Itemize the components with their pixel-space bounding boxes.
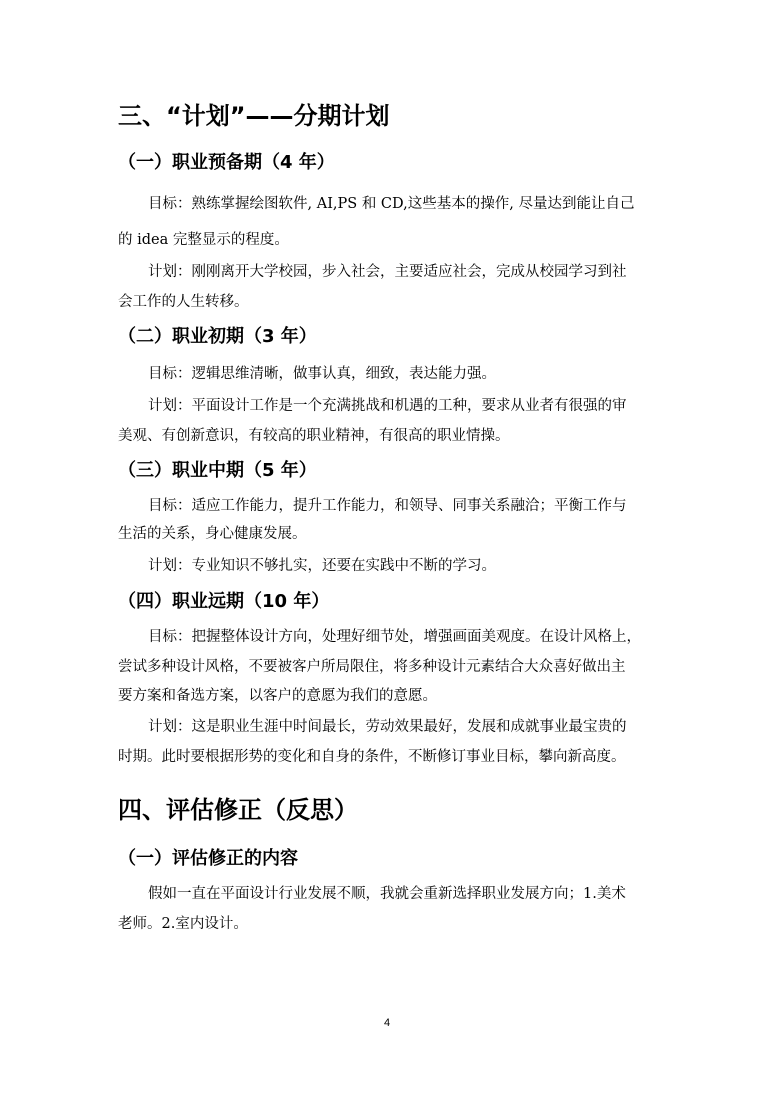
phase-3-goal-line-1: 目标：适应工作能力，提升工作能力，和领导、同事关系融洽；平衡工作与 bbox=[148, 498, 627, 514]
phase-4-plan-line-1: 计划：这是职业生涯中时间最长，劳动效果最好，发展和成就事业最宝贵的 bbox=[148, 719, 627, 735]
section-3-title: 三、“计划”——分期计划 bbox=[118, 102, 390, 130]
phase-1-plan-line-2: 会工作的人生转移。 bbox=[118, 294, 249, 310]
evaluation-line-2: 老师。2.室内设计。 bbox=[118, 916, 248, 932]
phase-1-heading: （一）职业预备期（4 年） bbox=[118, 152, 335, 173]
section-4-title: 四、评估修正（反思） bbox=[118, 796, 358, 824]
phase-1-goal-line-1: 目标：熟练掌握绘图软件, AI,PS 和 CD,这些基本的操作, 尽量达到能让自己 bbox=[148, 196, 635, 212]
phase-3-goal-line-2: 生活的关系，身心健康发展。 bbox=[118, 526, 307, 542]
phase-1-plan-line-1: 计划：刚刚离开大学校园，步入社会，主要适应社会，完成从校园学习到社 bbox=[148, 264, 627, 280]
phase-2-plan-line-1: 计划：平面设计工作是一个充满挑战和机遇的工种，要求从业者有很强的审 bbox=[148, 398, 627, 414]
phase-4-goal-line-1: 目标：把握整体设计方向，处理好细节处，增强画面美观度。在设计风格上， bbox=[148, 629, 641, 645]
evaluation-subheading: （一）评估修正的内容 bbox=[118, 848, 298, 869]
phase-4-heading: （四）职业远期（10 年） bbox=[118, 591, 330, 612]
phase-2-goal-line-1: 目标：逻辑思维清晰，做事认真，细致，表达能力强。 bbox=[148, 366, 496, 382]
phase-1-goal-line-2: 的 idea 完整显示的程度。 bbox=[118, 232, 289, 248]
page-number: 4 bbox=[383, 1017, 391, 1029]
phase-4-goal-line-2: 尝试多种设计风格，不要被客户所局限住，将多种设计元素结合大众喜好做出主 bbox=[118, 659, 626, 675]
phase-3-heading: （三）职业中期（5 年） bbox=[118, 460, 317, 481]
phase-3-plan-line-1: 计划：专业知识不够扎实，还要在实践中不断的学习。 bbox=[148, 558, 496, 574]
evaluation-line-1: 假如一直在平面设计行业发展不顺，我就会重新选择职业发展方向；1.美术 bbox=[148, 886, 626, 902]
phase-4-goal-line-3: 要方案和备选方案，以客户的意愿为我们的意愿。 bbox=[118, 688, 437, 704]
phase-2-plan-line-2: 美观、有创新意识，有较高的职业精神，有很高的职业情操。 bbox=[118, 428, 510, 444]
phase-2-heading: （二）职业初期（3 年） bbox=[118, 326, 317, 347]
phase-4-plan-line-2: 时期。此时要根据形势的变化和自身的条件，不断修订事业目标，攀向新高度。 bbox=[118, 749, 626, 765]
